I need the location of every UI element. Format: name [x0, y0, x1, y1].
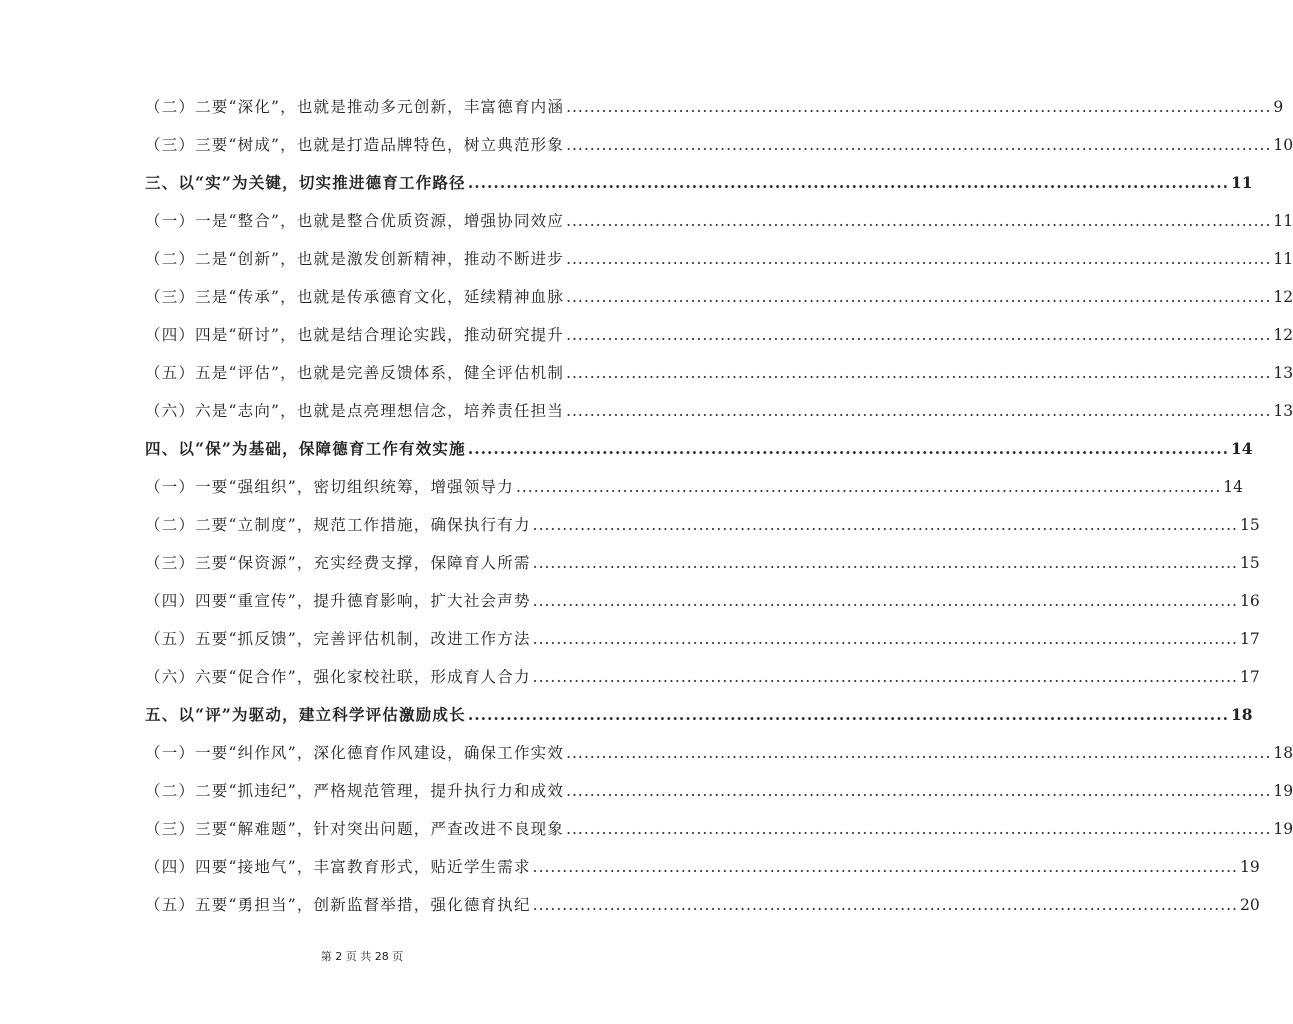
toc-entry-page: 19	[1239, 858, 1260, 876]
toc-entry-title: （四）四要“重宣传”，提升德育影响，扩大社会声势	[145, 592, 531, 610]
toc-section-heading[interactable]	[145, 164, 1253, 202]
toc-entry-page: 10	[1273, 136, 1293, 154]
toc-entry[interactable]	[145, 316, 1293, 354]
toc-leader-dots	[531, 582, 1240, 620]
table-of-contents	[145, 88, 1293, 924]
toc-leader-dots	[564, 88, 1273, 126]
toc-entry-title: （四）四是“研讨”，也就是结合理论实践，推动研究提升	[145, 326, 565, 344]
toc-entry-page: 20	[1239, 896, 1260, 914]
toc-entry[interactable]	[145, 658, 1260, 696]
toc-entry-page: 12	[1273, 326, 1293, 344]
toc-leader-dots	[564, 126, 1273, 164]
toc-entry-title: （六）六要“促合作”，强化家校社联，形成育人合力	[145, 668, 531, 686]
toc-entry[interactable]	[145, 392, 1293, 430]
toc-section-heading[interactable]	[145, 430, 1253, 468]
toc-entry-title: （五）五是“评估”，也就是完善反馈体系，健全评估机制	[145, 364, 565, 382]
toc-leader-dots	[564, 354, 1273, 392]
toc-entry-title: （二）二要“深化”，也就是推动多元创新，丰富德育内涵	[145, 98, 565, 116]
toc-leader-dots	[564, 810, 1273, 848]
toc-leader-dots	[564, 240, 1273, 278]
toc-entry[interactable]	[145, 772, 1293, 810]
toc-entry-page: 11	[1231, 173, 1253, 192]
toc-entry-title: （二）二要“抓违纪”，严格规范管理，提升执行力和成效	[145, 782, 565, 800]
toc-section-heading[interactable]	[145, 696, 1253, 734]
toc-leader-dots	[531, 544, 1240, 582]
toc-entry-title: （五）五要“勇担当”，创新监督举措，强化德育执纪	[145, 896, 531, 914]
toc-entry[interactable]	[145, 278, 1293, 316]
toc-entry-title: （二）二是“创新”，也就是激发创新精神，推动不断进步	[145, 250, 565, 268]
toc-entry-page: 14	[1231, 439, 1253, 458]
toc-entry-page: 18	[1231, 705, 1253, 724]
toc-entry[interactable]	[145, 126, 1293, 164]
toc-entry-page: 13	[1273, 402, 1293, 420]
toc-entry-title: （一）一要“纠作风”，深化德育作风建设，确保工作实效	[145, 744, 565, 762]
toc-entry[interactable]	[145, 848, 1260, 886]
toc-entry-title: （三）三要“解难题”，针对突出问题，严查改进不良现象	[145, 820, 565, 838]
toc-entry-title: （三）三要“保资源”，充实经费支撑，保障育人所需	[145, 554, 531, 572]
toc-entry-page: 17	[1239, 668, 1260, 686]
toc-entry-page: 15	[1239, 516, 1260, 534]
toc-leader-dots	[564, 772, 1273, 810]
toc-entry[interactable]	[145, 620, 1260, 658]
toc-entry[interactable]	[145, 354, 1293, 392]
toc-entry[interactable]	[145, 88, 1284, 126]
page-footer: 第 2 页 共 28 页	[320, 950, 404, 963]
toc-entry-title: （三）三是“传承”，也就是传承德育文化，延续精神血脉	[145, 288, 565, 306]
toc-entry[interactable]	[145, 582, 1260, 620]
toc-entry-page: 17	[1239, 630, 1260, 648]
toc-entry[interactable]	[145, 468, 1244, 506]
toc-entry-page: 9	[1273, 98, 1284, 116]
toc-leader-dots	[531, 886, 1240, 924]
toc-leader-dots	[531, 658, 1240, 696]
toc-entry-page: 12	[1273, 288, 1293, 306]
toc-leader-dots	[466, 696, 1231, 734]
toc-entry-page: 13	[1273, 364, 1293, 382]
toc-entry-page: 11	[1273, 212, 1293, 230]
toc-entry-page: 14	[1223, 478, 1244, 496]
toc-leader-dots	[564, 392, 1273, 430]
toc-entry-title: 四、以“保”为基础，保障德育工作有效实施	[145, 439, 466, 458]
toc-entry-page: 19	[1273, 782, 1293, 800]
toc-leader-dots	[564, 202, 1273, 240]
toc-leader-dots	[531, 506, 1240, 544]
toc-entry-title: 五、以“评”为驱动，建立科学评估激励成长	[145, 705, 466, 724]
toc-entry[interactable]	[145, 886, 1260, 924]
toc-entry-page: 16	[1239, 592, 1260, 610]
toc-entry-title: （一）一要“强组织”，密切组织统筹，增强领导力	[145, 478, 514, 496]
toc-entry-title: （二）二要“立制度”，规范工作措施，确保执行有力	[145, 516, 531, 534]
toc-entry[interactable]	[145, 240, 1293, 278]
toc-leader-dots	[466, 430, 1231, 468]
toc-leader-dots	[514, 468, 1223, 506]
toc-leader-dots	[531, 620, 1240, 658]
toc-entry-title: （五）五要“抓反馈”，完善评估机制，改进工作方法	[145, 630, 531, 648]
toc-entry[interactable]	[145, 734, 1293, 772]
toc-entry[interactable]	[145, 506, 1260, 544]
toc-entry-title: （六）六是“志向”，也就是点亮理想信念，培养责任担当	[145, 402, 565, 420]
toc-leader-dots	[564, 316, 1273, 354]
toc-entry-title: （一）一是“整合”，也就是整合优质资源，增强协同效应	[145, 212, 565, 230]
toc-leader-dots	[466, 164, 1231, 202]
toc-entry[interactable]	[145, 544, 1260, 582]
toc-leader-dots	[564, 734, 1273, 772]
toc-entry-page: 19	[1273, 820, 1293, 838]
toc-entry-page: 15	[1239, 554, 1260, 572]
toc-entry-title: （四）四要“接地气”，丰富教育形式，贴近学生需求	[145, 858, 531, 876]
toc-entry[interactable]	[145, 202, 1293, 240]
toc-entry[interactable]	[145, 810, 1293, 848]
toc-entry-page: 18	[1273, 744, 1293, 762]
toc-entry-title: （三）三要“树成”，也就是打造品牌特色，树立典范形象	[145, 136, 565, 154]
toc-leader-dots	[531, 848, 1240, 886]
toc-entry-title: 三、以“实”为关键，切实推进德育工作路径	[145, 173, 466, 192]
toc-leader-dots	[564, 278, 1273, 316]
toc-entry-page: 11	[1273, 250, 1293, 268]
